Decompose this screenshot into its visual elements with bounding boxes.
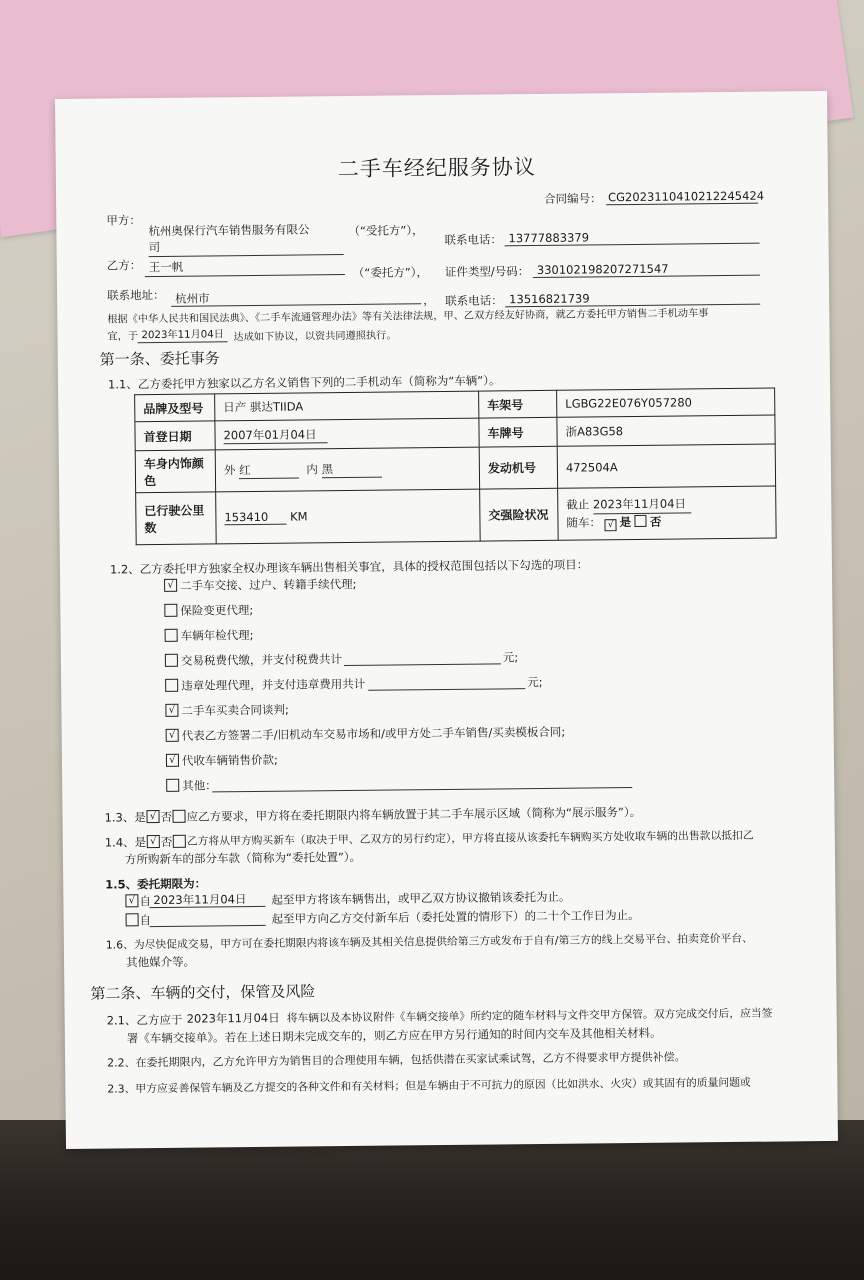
contract-no-underline (606, 203, 758, 206)
scope-checkbox-7[interactable]: √ (166, 729, 179, 742)
scope-item-7: 代表乙方签署二手/旧机动车交易市场和/或甲方处二手车销售/买卖模板合同; (181, 724, 566, 743)
party-a-name-line1: 杭州奥保行汽车销售服务有限公 (148, 222, 310, 239)
with-car-yes-label: 是 (619, 515, 632, 530)
vehicle-info-table (134, 388, 777, 546)
party-a-label: 甲方： (106, 213, 141, 228)
clause-2-2: 2.2、在委托期限内，乙方允许甲方为销售目的合理使用车辆，包括供潜在买家试乘试驾，乙方不得要求甲方提供补偿。 (107, 1050, 686, 1070)
preamble-line2-start: 宜，于 (107, 331, 139, 343)
clause-2-3: 2.3、甲方应妥善保管车辆及乙方提交的各种文件和有关材料；但是车辆由于不可抗力的原因（比如洪水、火灾）或其固有的质量问题或 (107, 1075, 751, 1096)
party-b-phone: 13516821739 (509, 291, 590, 307)
scope-item-5: 违章处理代理，并支付违章费用共计 (181, 676, 366, 693)
color-label: 车身内饰颜色 (135, 450, 215, 493)
plate-value: 浙A83G58 (557, 415, 775, 446)
term-option-1-text: 起至甲方将该车辆售出，或甲乙双方协议撤销该委托为止。 (271, 889, 571, 907)
party-a-role: （“受托方”）， (348, 223, 424, 238)
section-2-title: 第二条、车辆的交付，保管及风险 (90, 982, 316, 1003)
scope-checkbox-3[interactable] (165, 629, 178, 642)
clause-1-6-line1: 1.6、为尽快促成交易，甲方可在委托期限内将该车辆及其相关信息提供给第三方或发布于自有/第三方的线上交易平台、拍卖竞价平台、 (105, 931, 753, 952)
scope-checkbox-4[interactable] (165, 654, 178, 667)
scope-item-8: 代收车辆销售价款; (181, 752, 278, 768)
clause-1-4-text: 乙方将从甲方购买新车（取决于甲、乙双方的另行约定），甲方将直接从该委托车辆购买方处收取车辆的出售款以抵扣乙 (186, 828, 754, 848)
with-car-label: 随车： (566, 515, 602, 530)
scope-item-2: 保险变更代理; (180, 602, 254, 618)
party-b-label: 乙方： (106, 258, 142, 273)
insurance-until-date: 2023年11月04日 (593, 495, 691, 514)
party-b-address-comma: ， (423, 293, 435, 308)
section-1-title: 第一条、委托事务 (99, 349, 220, 369)
term-option-2-prefix: 自 (139, 913, 152, 928)
tax-amount-field[interactable] (344, 663, 501, 666)
with-car-no-label: 否 (649, 514, 662, 529)
party-b-address-label: 联系地址： (107, 287, 165, 303)
engine-value: 472504A (557, 444, 775, 488)
scope-checkbox-5[interactable] (165, 679, 178, 692)
color-outer-label: 外 (223, 463, 236, 478)
clause-1-3-no-checkbox[interactable] (172, 810, 185, 823)
contract-no-label: 合同编号： (544, 191, 602, 206)
brand-label: 品牌及型号 (135, 394, 215, 422)
with-car-yes-checkbox[interactable]: √ (605, 519, 617, 531)
party-a-phone-label: 联系电话： (444, 232, 503, 247)
document-title: 二手车经纪服务协议 (337, 155, 536, 182)
with-car-no-checkbox[interactable] (635, 515, 647, 527)
party-a-name-line2: 司 (148, 239, 161, 255)
scope-checkbox-6[interactable]: √ (165, 704, 178, 717)
scope-checkbox-1[interactable]: √ (164, 579, 177, 592)
violation-amount-field[interactable] (368, 688, 525, 691)
clause-1-4-yes-checkbox[interactable]: √ (147, 835, 160, 848)
clause-1-4-no-label: 否 (160, 834, 173, 849)
scope-item-5-suffix: 元; (527, 674, 543, 690)
term-option-1-date: 2023年11月04日 (153, 892, 247, 908)
color-inner-value: 黑 (321, 461, 381, 479)
clause-2-1-line2: 署《车辆交接单》。若在上述日期未完成交车的，则乙方应在甲方另行通知的时间内交车及其他相关材料。 (126, 1025, 662, 1046)
scope-checkbox-9[interactable] (166, 779, 179, 792)
scope-checkbox-2[interactable] (164, 604, 177, 617)
term-option-1-prefix: 自 (139, 894, 151, 909)
party-b-role: （“委托方”）， (352, 265, 429, 280)
clause-1-3-num: 1.3、是 (104, 810, 146, 825)
engine-label: 发动机号 (479, 446, 557, 489)
scope-item-3: 车辆年检代理; (180, 627, 254, 643)
scope-item-4: 交易税费代缴，并支付税费共计 (180, 652, 342, 668)
preamble-line1: 根据《中华人民共和国民法典》、《二手车流通管理办法》等有关法律法规，甲、乙双方经友好协商，就乙方委托甲方销售二手机动车事 (107, 308, 709, 326)
preamble-line2-end: 达成如下协议，以资共同遵照执行。 (233, 330, 397, 344)
clause-1-4-num: 1.4、是 (104, 835, 147, 850)
clause-1-4-no-checkbox[interactable] (173, 835, 186, 848)
plate-label: 车牌号 (479, 417, 557, 447)
clause-1-3-yes-checkbox[interactable]: √ (146, 810, 159, 823)
insurance-label: 交强险状况 (480, 488, 559, 541)
contract-page (55, 91, 838, 1149)
party-b-phone-label: 联系电话： (445, 293, 503, 308)
mileage-value: 153410 (224, 510, 286, 526)
term-option-2-checkbox[interactable] (126, 913, 139, 926)
scope-item-6: 二手车买卖合同谈判; (181, 702, 289, 718)
party-b-id-no: 330102198207271547 (536, 261, 669, 278)
clause-2-1-text: 将车辆以及本协议附件《车辆交接单》所约定的随车材料与文件交甲方保管。双方完成交付后，应当签 (286, 1006, 773, 1025)
clause-1-2-intro: 1.2、乙方委托甲方独家全权办理该车辆出售相关事宜，具体的授权范围包括以下勾选的项目： (109, 557, 589, 577)
mileage-unit: KM (289, 509, 308, 524)
reg-date-label: 首登日期 (135, 421, 215, 451)
clause-2-1-date: 2023年11月04日 (186, 1010, 280, 1026)
preamble-date-underline (138, 341, 228, 343)
other-scope-field[interactable] (212, 787, 632, 792)
clause-1-6-line2: 其他媒介等。 (125, 954, 196, 970)
preamble-date: 2023年11月04日 (141, 329, 224, 342)
clause-1-4-line2: 方所购新车的部分车款（简称为“委托处置”）。 (124, 849, 362, 867)
term-option-2-text: 起至甲方向乙方交付新车后（委托处置的情形下）的二十个工作日为止。 (271, 907, 640, 926)
insurance-until-label: 截止 (566, 497, 590, 512)
party-b-name: 王一帆 (148, 259, 184, 275)
party-a-name-underline (149, 254, 344, 257)
clause-1-1: 1.1、乙方委托甲方独家以乙方名义销售下列的二手机动车（简称为“车辆”）。 (107, 373, 501, 392)
contract-no: CG2023110410212245424 (608, 188, 765, 205)
party-b-address: 杭州市 (175, 291, 210, 306)
clause-1-3-text: 应乙方要求，甲方将在委托期限内将车辆放置于其二手车展示区域（简称为“展示服务”）。 (186, 804, 642, 824)
scope-checkbox-8[interactable]: √ (166, 754, 179, 767)
scope-item-4-suffix: 元; (502, 650, 519, 665)
reg-date-value: 2007年01月04日 (223, 426, 327, 444)
scope-item-1: 二手车交接、过户、转籍手续代理; (180, 576, 357, 593)
clause-1-5-title: 1.5、委托期限为： (105, 876, 207, 892)
color-inner-label: 内 (306, 462, 318, 477)
mileage-label: 已行驶公里数 (136, 492, 217, 545)
clause-1-3-no-label: 否 (160, 809, 173, 824)
clause-2-1-start: 2.1、乙方应于 (106, 1012, 183, 1028)
term-option-2-date-field[interactable] (150, 925, 266, 927)
party-b-name-underline (145, 274, 345, 277)
vin-label: 车架号 (479, 390, 557, 418)
scope-item-9: 其他： (182, 778, 217, 793)
party-a-phone: 13777883379 (508, 230, 590, 246)
color-outer-value: 红 (239, 462, 299, 480)
vin-value: LGBG22E076Y057280 (557, 388, 775, 417)
term-option-1-date-underline (149, 906, 265, 908)
term-option-1-checkbox[interactable]: √ (125, 894, 138, 907)
party-b-id-label: 证件类型/号码： (444, 264, 530, 279)
brand-value: 日产 骐达TIIDA (215, 391, 479, 421)
